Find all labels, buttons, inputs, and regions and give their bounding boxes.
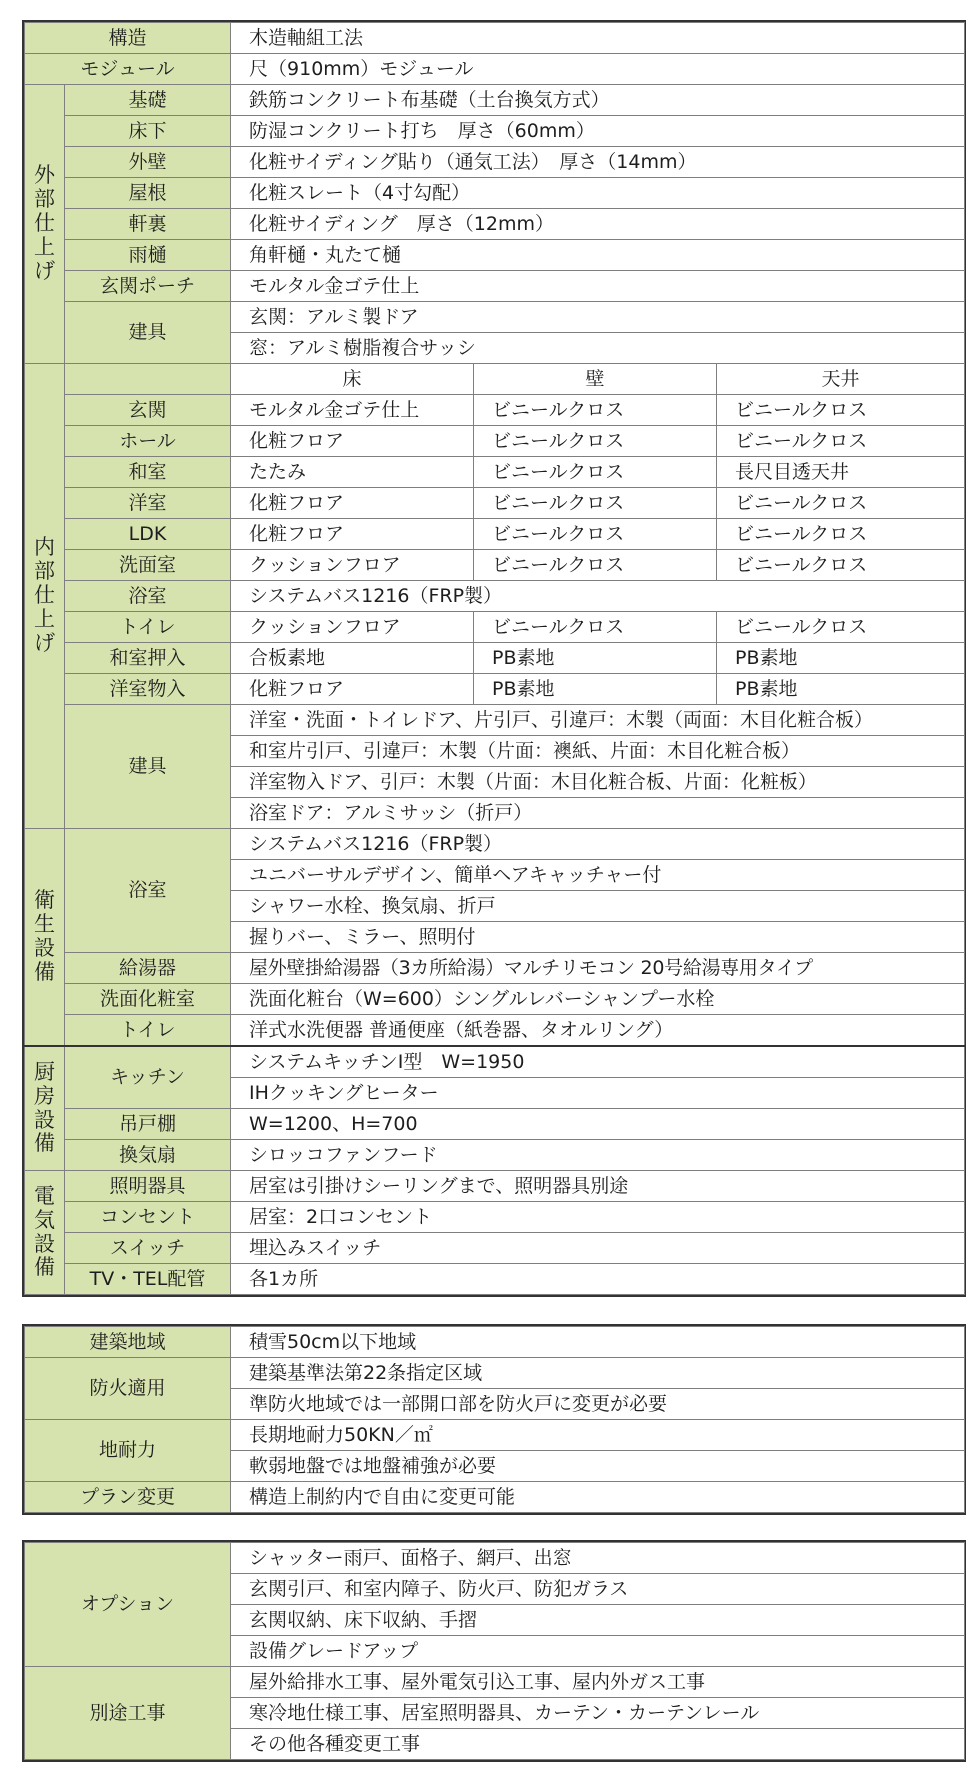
room-wall: ビニールクロス [474, 426, 717, 457]
sanitary-value: 洋式水洗便器 普通便座（紙巻器、タオルリング） [231, 1015, 965, 1047]
separate-work-value: 寒冷地仕様工事、居室照明器具、カーテン・カーテンレール [231, 1698, 965, 1729]
room-floor: クッションフロア [231, 612, 474, 643]
header-floor: 床 [231, 364, 474, 395]
room-label: 和室 [65, 457, 231, 488]
option-value: 玄関収納、床下収納、手摺 [231, 1605, 965, 1636]
room-label: 洗面室 [65, 550, 231, 581]
kitchen-item-label: 換気扇 [65, 1140, 231, 1171]
sanitary-label: 洗面化粧室 [65, 984, 231, 1015]
exterior-value: 防湿コンクリート打ち 厚さ（60mm） [231, 116, 965, 147]
room-label: 玄関 [65, 395, 231, 426]
room-wall: ビニールクロス [474, 457, 717, 488]
electric-value: 居室は引掛けシーリングまで、照明器具別途 [231, 1171, 965, 1202]
exterior-fittings-value: 玄関：アルミ製ドア [231, 302, 965, 333]
exterior-label: 軒裏 [65, 209, 231, 240]
room-wall: ビニールクロス [474, 395, 717, 426]
interior-fittings-value: 洋室物入ドア、引戸：木製（片面：木目化粧合板、片面：化粧板） [231, 767, 965, 798]
module-value: 尺（910mm）モジュール [231, 54, 965, 85]
sanitary-bath-value: 握りバー、ミラー、照明付 [231, 922, 965, 953]
site-fire-value: 建築基準法第22条指定区域 [231, 1358, 965, 1389]
site-soil-value: 長期地耐力50KN／㎡ [231, 1420, 965, 1451]
site-plan-value: 構造上制約内で自由に変更可能 [231, 1482, 965, 1513]
room-label: 和室押入 [65, 643, 231, 674]
kitchen-item-value: W=1200、H=700 [231, 1109, 965, 1140]
kitchen-section-label: 厨房設備 [25, 1046, 65, 1171]
electric-value: 埋込みスイッチ [231, 1233, 965, 1264]
exterior-fittings-label: 建具 [65, 302, 231, 364]
sanitary-bath-value: シャワー水栓、換気扇、折戸 [231, 891, 965, 922]
site-fire-value: 準防火地域では一部開口部を防火戸に変更が必要 [231, 1389, 965, 1420]
electric-value: 居室：2口コンセント [231, 1202, 965, 1233]
interior-fittings-value: 浴室ドア：アルミサッシ（折戸） [231, 798, 965, 829]
option-value: 玄関引戸、和室内障子、防火戸、防犯ガラス [231, 1574, 965, 1605]
interior-fittings-value: 洋室・洗面・トイレドア、片引戸、引違戸：木製（両面：木目化粧合板） [231, 705, 965, 736]
site-soil-value: 軟弱地盤では地盤補強が必要 [231, 1451, 965, 1482]
room-wall: ビニールクロス [474, 612, 717, 643]
exterior-label: 雨樋 [65, 240, 231, 271]
room-wall: ビニールクロス [474, 519, 717, 550]
room-ceiling: ビニールクロス [717, 395, 965, 426]
option-value: シャッター雨戸、面格子、網戸、出窓 [231, 1543, 965, 1574]
exterior-label: 玄関ポーチ [65, 271, 231, 302]
interior-header-blank [65, 364, 231, 395]
bath-value: システムバス1216（FRP製） [231, 581, 965, 612]
room-floor: 化粧フロア [231, 674, 474, 705]
kitchen-item-value: シロッコファンフード [231, 1140, 965, 1171]
room-floor: 化粧フロア [231, 426, 474, 457]
room-ceiling: PB素地 [717, 643, 965, 674]
structure-value: 木造軸組工法 [231, 23, 965, 54]
room-floor: 合板素地 [231, 643, 474, 674]
interior-fittings-label: 建具 [65, 705, 231, 829]
electric-label: TV・TEL配管 [65, 1264, 231, 1295]
interior-section-label: 内部仕上げ [25, 364, 65, 829]
sanitary-label: 給湯器 [65, 953, 231, 984]
exterior-value: 化粧スレート（4寸勾配） [231, 178, 965, 209]
option-value: 設備グレードアップ [231, 1636, 965, 1667]
bath-label: 浴室 [65, 581, 231, 612]
room-wall: ビニールクロス [474, 550, 717, 581]
room-ceiling: ビニールクロス [717, 519, 965, 550]
room-floor: たたみ [231, 457, 474, 488]
sanitary-section-label: 衛生設備 [25, 829, 65, 1047]
sanitary-value: 屋外壁掛給湯器（3カ所給湯）マルチリモコン 20号給湯専用タイプ [231, 953, 965, 984]
main-spec-table [22, 20, 966, 1297]
room-ceiling: ビニールクロス [717, 488, 965, 519]
room-label: LDK [65, 519, 231, 550]
electric-label: 照明器具 [65, 1171, 231, 1202]
sanitary-value: 洗面化粧台（W=600）シングルレバーシャンプー水栓 [231, 984, 965, 1015]
separate-work-value: 屋外給排水工事、屋外電気引込工事、屋内外ガス工事 [231, 1667, 965, 1698]
room-ceiling: ビニールクロス [717, 550, 965, 581]
exterior-fittings-value: 窓：アルミ樹脂複合サッシ [231, 333, 965, 364]
electric-section-label: 電気設備 [25, 1171, 65, 1295]
site-soil-label: 地耐力 [25, 1420, 231, 1482]
kitchen-value: IHクッキングヒーター [231, 1078, 965, 1109]
room-floor: モルタル金ゴテ仕上 [231, 395, 474, 426]
room-label: 洋室 [65, 488, 231, 519]
site-fire-label: 防火適用 [25, 1358, 231, 1420]
room-floor: クッションフロア [231, 550, 474, 581]
interior-fittings-value: 和室片引戸、引違戸：木製（片面：襖紙、片面：木目化粧合板） [231, 736, 965, 767]
room-wall: PB素地 [474, 643, 717, 674]
exterior-value: 鉄筋コンクリート布基礎（土台換気方式） [231, 85, 965, 116]
exterior-label: 外壁 [65, 147, 231, 178]
sanitary-bath-value: システムバス1216（FRP製） [231, 829, 965, 860]
separate-work-label: 別途工事 [25, 1667, 231, 1760]
exterior-value: 化粧サイディング 厚さ（12mm） [231, 209, 965, 240]
room-ceiling: ビニールクロス [717, 612, 965, 643]
exterior-label: 床下 [65, 116, 231, 147]
kitchen-value: システムキッチンI型 W=1950 [231, 1046, 965, 1078]
exterior-section-label: 外部仕上げ [25, 85, 65, 364]
room-ceiling: PB素地 [717, 674, 965, 705]
exterior-value: モルタル金ゴテ仕上 [231, 271, 965, 302]
electric-label: コンセント [65, 1202, 231, 1233]
room-floor: 化粧フロア [231, 488, 474, 519]
room-label: 洋室物入 [65, 674, 231, 705]
separate-work-value: その他各種変更工事 [231, 1729, 965, 1760]
room-label: ホール [65, 426, 231, 457]
header-ceiling: 天井 [717, 364, 965, 395]
structure-label: 構造 [25, 23, 231, 54]
sanitary-bath-label: 浴室 [65, 829, 231, 953]
header-wall: 壁 [474, 364, 717, 395]
site-conditions-table [22, 1324, 966, 1515]
room-floor: 化粧フロア [231, 519, 474, 550]
exterior-label: 屋根 [65, 178, 231, 209]
module-label: モジュール [25, 54, 231, 85]
option-label: オプション [25, 1543, 231, 1667]
options-table [22, 1540, 966, 1762]
room-ceiling: 長尺目透天井 [717, 457, 965, 488]
kitchen-item-label: 吊戸棚 [65, 1109, 231, 1140]
exterior-value: 角軒樋・丸たて樋 [231, 240, 965, 271]
room-label: トイレ [65, 612, 231, 643]
sanitary-bath-value: ユニバーサルデザイン、簡単ヘアキャッチャー付 [231, 860, 965, 891]
electric-value: 各1カ所 [231, 1264, 965, 1295]
room-wall: ビニールクロス [474, 488, 717, 519]
site-plan-label: プラン変更 [25, 1482, 231, 1513]
room-ceiling: ビニールクロス [717, 426, 965, 457]
site-area-value: 積雪50cm以下地域 [231, 1327, 965, 1358]
electric-label: スイッチ [65, 1233, 231, 1264]
kitchen-label: キッチン [65, 1046, 231, 1109]
sanitary-label: トイレ [65, 1015, 231, 1047]
exterior-label: 基礎 [65, 85, 231, 116]
site-area-label: 建築地域 [25, 1327, 231, 1358]
room-wall: PB素地 [474, 674, 717, 705]
exterior-value: 化粧サイディング貼り（通気工法） 厚さ（14mm） [231, 147, 965, 178]
